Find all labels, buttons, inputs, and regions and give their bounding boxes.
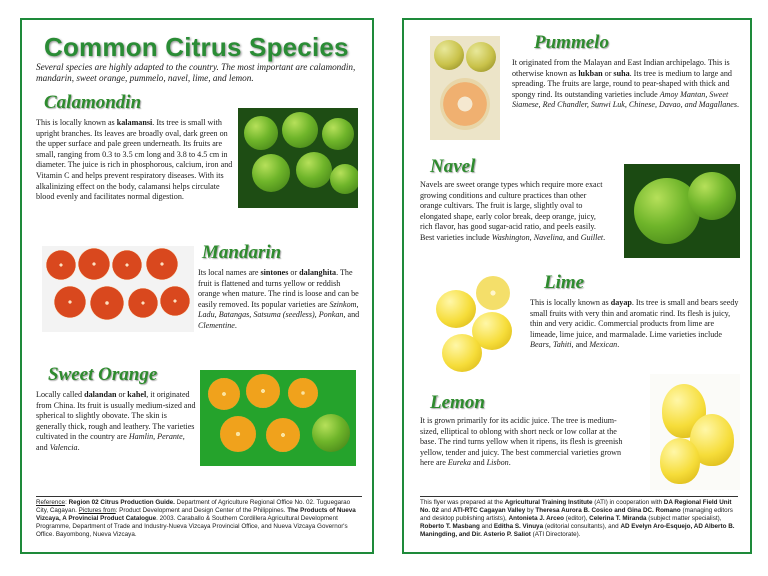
mandarin-text-a: Its local names are — [198, 268, 261, 277]
pummelo-varieties: Amoy Mantan, Sweet Siamese, Red Chandler, Sunwi Luk, Chinese, Davao, and Magallanes — [512, 89, 738, 110]
navel-end: . — [603, 232, 606, 242]
lemon-text — [420, 416, 632, 469]
mandarin-varieties: Szinkom, Ladu, Batangas, Satsuma (seedless), Ponkan, — [198, 299, 359, 320]
mandarin-slice — [112, 250, 142, 280]
mandarin-slice — [128, 288, 158, 318]
mandarin-or: or — [288, 268, 300, 277]
mandarin-heading: Mandarin — [202, 242, 282, 263]
sweet-orange-variety-2: Perante — [157, 432, 183, 442]
lemon-photo — [650, 374, 740, 490]
right-panel — [402, 18, 752, 554]
calamondin-fruit — [282, 112, 318, 148]
credits-text-f: (editor), — [563, 515, 590, 522]
calamondin-fruit — [252, 154, 290, 192]
credits-text-e: (managing editors and desktop publishing artists), — [420, 507, 733, 522]
pummelo-text-b: . Its tree is medium to large and spreading. The fruits are large, round to pear-shaped with thick and spongy rind. Its outstanding varieties include — [512, 68, 732, 99]
lime-text — [530, 298, 742, 351]
pummelo-heading: Pummelo — [534, 32, 609, 53]
sweet-orange-name-2: kahel — [127, 390, 147, 399]
lemon-fruit — [660, 438, 700, 484]
lime-slice — [476, 276, 510, 310]
calamondin-heading: Calamondin — [44, 92, 142, 113]
credits-masbang: Roberto T. Masbang — [420, 523, 480, 530]
sweet-orange-text-b: , it originated from China. Its fruit is usually medium-sized and spherical to slightly obovate. The skin is generally thick, rough and leathery. The varieties cultivated in the country are — [36, 390, 196, 442]
lemon-text-a: It is grown primarily for its acidic juice. The tree is medium-sized, elliptical to oblong with short neck or low collar at the base. The rind turns yellow when it ripens, its flesh is greenish yellow, tender and juicy. The best commercial varieties grown here are — [420, 416, 623, 468]
mandarin-end: . — [234, 320, 237, 330]
pummelo-photo — [430, 36, 500, 140]
orange-slice — [220, 416, 256, 452]
navel-variety-3: Guillet — [580, 232, 604, 242]
credits-directorate: AD Evelyn Aro-Esquejo, AD Alberto B. Maningding, and Dir. Asterio P. Saliot — [420, 523, 735, 538]
page-title: Common Citrus Species — [44, 32, 349, 62]
mandarin-name-1: sintones — [260, 268, 289, 277]
sweet-orange-and: , and — [36, 432, 185, 452]
credits-miranda: Celerina T. Miranda — [589, 515, 647, 522]
credits-text-g: (subject matter specialist), — [646, 515, 722, 522]
lime-local-name: dayap — [610, 298, 632, 307]
pummelo-name-2: suha — [613, 68, 630, 78]
mandarin-name-2: dalanghita — [299, 268, 337, 277]
reference-label: Reference — [36, 499, 66, 506]
lime-and: , and — [571, 340, 590, 350]
lemon-heading: Lemon — [430, 392, 485, 413]
pummelo-text-a: It originated from the Malayan and East Indian archipelago. This is otherwise known as — [512, 58, 730, 78]
sweet-orange-text-a: Locally called — [36, 390, 85, 399]
calamondin-text — [36, 118, 236, 203]
navel-text — [420, 180, 610, 244]
orange-whole — [312, 414, 350, 452]
credits-ati: Agricultural Training Institute — [504, 499, 593, 506]
credits-text-h: and — [479, 523, 494, 530]
calamondin-text-b: . Its tree is small with upright branches. Its leaves are broadly oval, dark green on the upper surface and pale green underneath. Its fruits are small, ranging from 0.3 to 3.5 cm long and 3.8 to 4.5 cm in diameter. The juice is rich in phosphorous, calcium, iron and Vitamin C and helps prevent respiratory diseases. With its alkalinizing effect on the body, calamansi helps circulate blood evenly and facilitates normal digestion. — [36, 118, 233, 202]
sweet-orange-name-1: dalandan — [84, 390, 117, 399]
lime-heading: Lime — [544, 272, 585, 293]
lemon-end: . — [508, 458, 511, 468]
lime-photo — [428, 272, 524, 380]
lime-fruit — [436, 290, 476, 328]
lime-variety-3: Mexican — [589, 340, 618, 350]
credits-text-i: (editorial consultants), and — [543, 523, 621, 530]
navel-photo — [624, 164, 740, 258]
navel-heading: Navel — [430, 156, 476, 177]
credits-text-j: (ATI Directorate). — [530, 531, 581, 538]
navel-and: , and — [562, 232, 581, 242]
credits-arceo: Antonieta J. Arceo — [508, 515, 564, 522]
mandarin-text — [198, 268, 362, 332]
credits-rtc: ATI-RTC Cagayan Valley — [452, 507, 526, 514]
mandarin-and: and — [345, 310, 360, 320]
reference-rule — [36, 496, 362, 497]
lime-text-b: . Its tree is small and bears seedy small fruits with very thin and aromatic rind. Its flesh is juicy, thin and very acidic. Commercial products from lime are limeade, lime juice, and marmalade. Lime varieties include — [530, 298, 739, 339]
navel-variety-2: Navelina — [533, 232, 563, 242]
pummelo-text — [512, 58, 740, 111]
credits-text-b: (ATI) in cooperation with — [592, 499, 664, 506]
navel-text-a: Navels are sweet orange types which require more exact growing conditions and culture practices than other orange cultivars. The fruit is large, slightly oval to elongated shape, early color break, deep orange, juicy, rich flavor, has good sugar-acid ratio, and peels easily. Best varieties include — [420, 180, 603, 242]
navel-variety-1: Washington — [491, 232, 530, 242]
credits-text — [420, 499, 740, 539]
intro-text: Several species are highly adapted to the country. The most important are calamondin, mandarin, sweet orange, pummelo, navel, lime, and lemon. — [36, 62, 356, 84]
lime-sep: , — [548, 340, 553, 350]
reference-pictures-label: Pictures from — [78, 507, 116, 514]
mandarin-slice — [90, 286, 124, 320]
mandarin-slice — [78, 248, 110, 280]
credits-da: DA Regional Field Unit No. 02 — [420, 499, 732, 514]
orange-slice — [288, 378, 318, 408]
left-panel — [20, 18, 374, 554]
mandarin-slice — [54, 286, 86, 318]
mandarin-slice — [160, 286, 190, 316]
credits-rule — [420, 496, 738, 497]
lime-text-a: This is locally known as — [530, 298, 611, 307]
sweet-orange-photo — [200, 370, 356, 466]
credits-text-c: and — [438, 507, 453, 514]
sweet-orange-end: . — [77, 442, 80, 452]
mandarin-photo — [42, 246, 194, 332]
credits-authors: Theresa Aurora B. Cosico and Gina DC. Romano — [535, 507, 681, 514]
calamondin-fruit — [296, 152, 332, 188]
lime-variety-1: Bears — [530, 340, 549, 350]
lemon-variety-1: Eureka — [447, 458, 471, 468]
credits-vinuya: Editha S. Vinuya — [493, 523, 544, 530]
calamondin-local-name: kalamansi — [116, 118, 153, 127]
pummelo-fruit — [466, 42, 496, 72]
sweet-orange-or: or — [116, 390, 128, 399]
reference-products: The Products of Nueva Vizcaya, A Provincial Product Catalogue — [36, 507, 356, 522]
pummelo-or: or — [602, 68, 614, 78]
mandarin-slice — [146, 248, 178, 280]
orange-slice — [266, 418, 300, 452]
lime-variety-2: Tahiti — [552, 340, 572, 350]
credits-text-a: This flyer was prepared at the — [420, 499, 505, 506]
reference-text-c: . 2003. Caraballo & Southern Cordillera Agricultural Development Programme, Department of Trade and Industry-Nueva Vizcaya Provincial Office, and Nueva Vizcaya Governor's Office. Bayombong, Nueva Vizcaya. — [36, 515, 348, 538]
mandarin-slice — [46, 250, 76, 280]
reference-text — [36, 499, 364, 539]
mandarin-text-b: . The fruit is flattened and turns yellow or reddish orange when mature. The rind is loose and can be easily removed. Its popular varieties are — [198, 268, 359, 309]
sweet-orange-variety-3: Valencia — [49, 442, 78, 452]
navel-sep: , — [529, 232, 534, 242]
pummelo-end: . — [737, 100, 740, 110]
lime-end: . — [617, 340, 620, 350]
pummelo-fruit — [434, 40, 464, 70]
credits-text-d: by — [525, 507, 536, 514]
lemon-variety-2: Lisbon — [486, 458, 509, 468]
sweet-orange-variety-1: Hamlin — [128, 432, 154, 442]
calamondin-photo — [238, 108, 358, 208]
pummelo-name-1: lukban — [578, 68, 603, 78]
lime-fruit — [442, 334, 482, 372]
orange-slice — [246, 374, 280, 408]
reference-text-a: Department of Agriculture Regional Office No. 02. Tuguegarao City, Cagayan. — [36, 499, 351, 514]
calamondin-fruit — [330, 164, 358, 194]
calamondin-fruit — [322, 118, 354, 150]
reference-colon: : — [65, 499, 69, 506]
sweet-orange-text — [36, 390, 196, 454]
navel-fruit — [688, 172, 736, 220]
sweet-orange-heading: Sweet Orange — [48, 364, 158, 385]
reference-guide: Region 02 Citrus Production Guide. — [68, 499, 175, 506]
orange-slice — [208, 378, 240, 410]
sweet-orange-sep: , — [153, 432, 158, 442]
lemon-and: and — [470, 458, 487, 468]
calamondin-fruit — [244, 116, 278, 150]
mandarin-last-variety: Clementine — [198, 320, 235, 330]
pummelo-peeled — [440, 78, 490, 130]
reference-text-b: : Product Development and Design Center of the Philippines. — [115, 507, 288, 514]
calamondin-text-a: This is locally known as — [36, 118, 117, 127]
